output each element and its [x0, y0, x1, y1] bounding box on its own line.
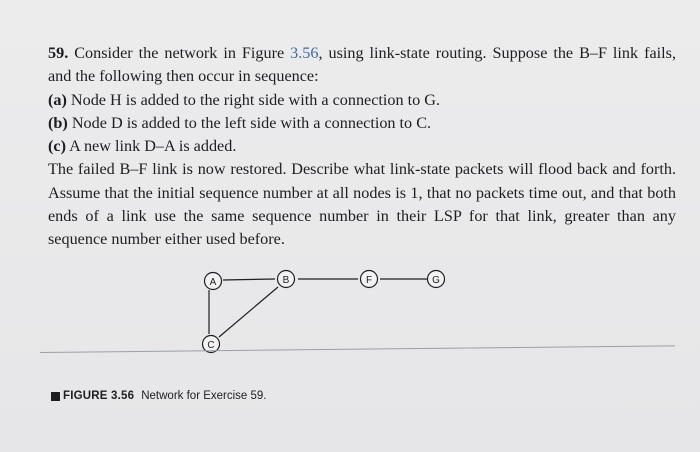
- item-c-text: A new link D–A is added.: [69, 137, 237, 156]
- item-b-label: (b): [48, 113, 68, 132]
- node-g-label: G: [432, 275, 440, 286]
- item-b-text: Node D is added to the left side with a connection to C.: [71, 113, 432, 132]
- exercise-number: 59.: [48, 44, 69, 62]
- item-c-label: (c): [48, 137, 66, 156]
- node-b-label: B: [282, 275, 290, 286]
- figure-caption: [51, 390, 267, 402]
- link-c-b: [219, 287, 278, 337]
- caption-text: Network for Exercise 59.: [141, 390, 267, 402]
- node-c-label: C: [207, 340, 215, 351]
- intro-rest-text: , using link-state routing. Suppose the B–F link fails, and the following then occur in sequence:: [48, 44, 676, 86]
- item-a-label: (a): [48, 90, 67, 109]
- item-a-text: Node H is added to the right side with a connection to G.: [70, 90, 441, 109]
- caption-marker: [51, 392, 60, 401]
- closing-paragraph: The failed B–F link is now restored. Describe what link-state packets will flood back and forth. Assume that the initial sequence number at all nodes is 1, that no packets time out, and that both ends of a link use the same sequence number in their LSP for that link, greater than any sequence number either used before.: [48, 160, 676, 249]
- intro-text: Consider the network in Figure: [74, 44, 285, 62]
- node-f-label: F: [365, 275, 373, 286]
- link-a-b: [223, 279, 275, 280]
- figure-reference: 3.56: [290, 44, 319, 62]
- node-a-label: A: [209, 277, 217, 288]
- caption-label: FIGURE 3.56: [63, 390, 135, 402]
